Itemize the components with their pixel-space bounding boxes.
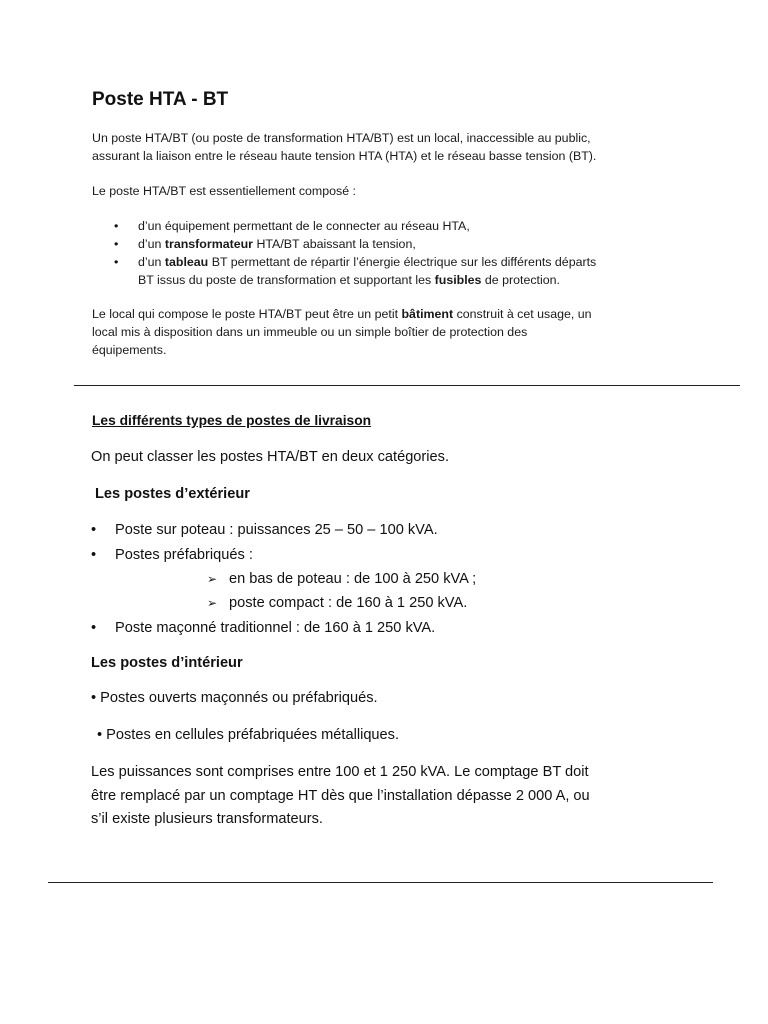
local-line-3: équipements. (92, 343, 167, 357)
bold-term-fusibles: fusibles (434, 273, 482, 287)
bullet-icon: • (91, 620, 97, 636)
interior-item-cells: • Postes en cellules préfabriquées métalliques. (97, 727, 400, 743)
bullet-icon: • (114, 219, 119, 233)
page-title: Poste HTA - BT (92, 89, 229, 110)
text-segment: de protection. (481, 273, 560, 287)
exterior-item-pole: Poste sur poteau : puissances 25 – 50 – 100 kVA. (115, 522, 438, 538)
text-segment: BT issus du poste de transformation et supportant les (138, 273, 435, 287)
local-line-1 (92, 306, 692, 324)
section-heading: Les différents types de postes de livraison (92, 413, 372, 428)
exterior-item-masonry: Poste maçonné traditionnel : de 160 à 1 250 kVA. (115, 620, 436, 636)
conclusion-line-2: être remplacé par un comptage HT dès que l’installation dépasse 2 000 A, ou (91, 788, 590, 804)
component-item-1: d’un équipement permettant de le connecter au réseau HTA, (138, 219, 470, 233)
text-segment: construit à cet usage, un (453, 307, 592, 321)
text-segment: d’un (138, 255, 165, 269)
arrow-bullet-icon: ➢ (207, 596, 218, 610)
conclusion-line-3: s’il existe plusieurs transformateurs. (91, 811, 323, 827)
bold-term-transformateur: transformateur (164, 237, 254, 251)
exterior-item-prefab: Postes préfabriqués : (115, 547, 253, 563)
section-intro: On peut classer les postes HTA/BT en deux catégories. (91, 449, 449, 465)
bullet-icon: • (114, 255, 119, 269)
bullet-icon: • (91, 522, 97, 538)
text-segment: d’un (138, 237, 165, 251)
intro-line-1: Un poste HTA/BT (ou poste de transformation HTA/BT) est un local, inaccessible au public, (92, 131, 591, 145)
exterior-heading: Les postes d’extérieur (95, 486, 250, 502)
component-item-3-line-2 (138, 272, 678, 290)
bullet-icon: • (91, 547, 97, 563)
bullet-icon: • (114, 237, 119, 251)
text-segment: BT permettant de répartir l’énergie électrique sur les différents départs (208, 255, 597, 269)
bold-term-tableau: tableau (164, 255, 209, 269)
bold-term-batiment: bâtiment (401, 307, 454, 321)
local-line-2: local mis à disposition dans un immeuble ou un simple boîtier de protection des (92, 325, 528, 339)
divider (48, 882, 713, 883)
text-segment: Le local qui compose le poste HTA/BT peut être un petit (92, 307, 402, 321)
interior-item-open: • Postes ouverts maçonnés ou préfabriqués. (91, 690, 378, 706)
arrow-bullet-icon: ➢ (207, 572, 218, 586)
prefab-sub-item-1: en bas de poteau : de 100 à 250 kVA ; (229, 571, 477, 587)
divider (74, 385, 740, 386)
conclusion-line-1: Les puissances sont comprises entre 100 et 1 250 kVA. Le comptage BT doit (91, 764, 589, 780)
interior-heading: Les postes d’intérieur (91, 655, 243, 671)
intro-line-2: assurant la liaison entre le réseau haute tension HTA (HTA) et le réseau basse tension (BT). (92, 149, 597, 163)
component-item-2 (138, 236, 678, 254)
composition-intro: Le poste HTA/BT est essentiellement composé : (92, 184, 357, 198)
prefab-sub-item-2: poste compact : de 160 à 1 250 kVA. (229, 595, 468, 611)
component-item-3 (138, 254, 678, 272)
text-segment: HTA/BT abaissant la tension, (253, 237, 416, 251)
